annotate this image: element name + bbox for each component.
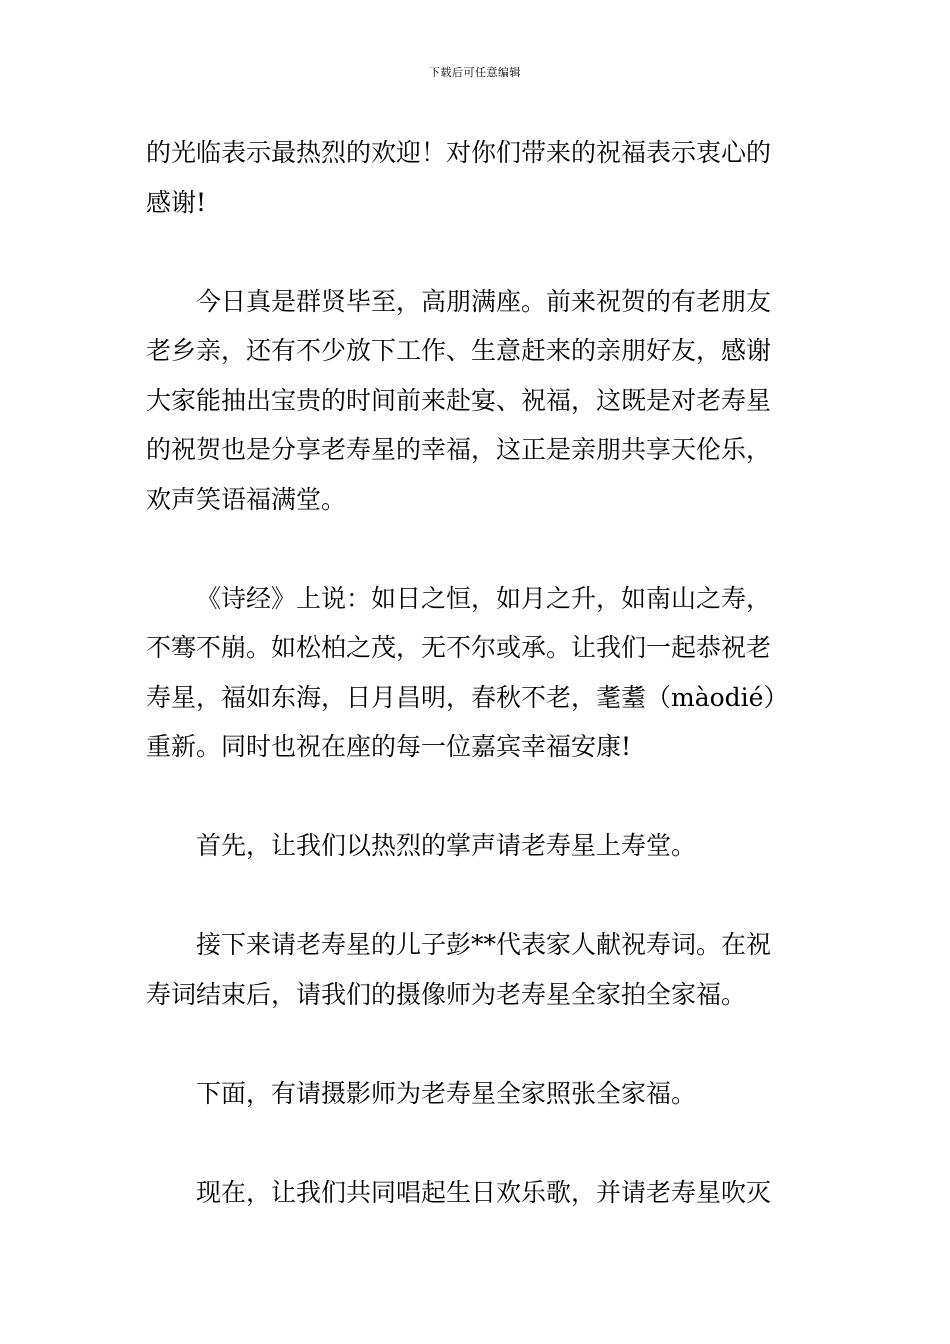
paragraph-gap xyxy=(146,524,814,574)
paragraph-line: 寿词结束后，请我们的摄像师为老寿星全家拍全家福。 xyxy=(146,979,747,1009)
paragraph-gap xyxy=(146,772,814,822)
paragraph-line: 的祝贺也是分享老寿星的幸福，这正是亲朋共享天伦乐， xyxy=(146,435,772,464)
paragraph-line: 今日真是群贤毕至，高朋满座。前来祝贺的有老朋友 xyxy=(196,286,772,316)
paragraph-line: 老乡亲，还有不少放下工作、生意赶来的亲朋好友，感谢 xyxy=(146,336,772,365)
paragraph-line: 不骞不崩。如松柏之茂，无不尔或承。让我们一起恭祝老 xyxy=(146,633,772,662)
paragraph-line: 感谢! xyxy=(146,187,207,217)
paragraph-guests xyxy=(146,277,814,525)
paragraph-photo xyxy=(146,1069,814,1119)
paragraph-gap xyxy=(146,1019,814,1069)
paragraph-line: 欢声笑语福满堂。 xyxy=(146,484,347,514)
paragraph-son-speech xyxy=(146,920,814,1019)
paragraph-line: 重新。同时也祝在座的每一位嘉宾幸福安康! xyxy=(146,732,632,761)
paragraph-line: 下面，有请摄影师为老寿星全家照张全家福。 xyxy=(196,1078,697,1108)
paragraph-shijing xyxy=(146,574,814,772)
paragraph-line: 大家能抽出宝贵的时间前来赴宴、祝福，这既是对老寿星 xyxy=(146,385,772,415)
paragraph-line: 现在，让我们共同唱起生日欢乐歌，并请老寿星吹灭 xyxy=(196,1177,772,1207)
paragraph-first xyxy=(146,821,814,871)
paragraph-gap xyxy=(146,1118,814,1168)
paragraph-line: 《诗经》上说：如日之恒，如月之升，如南山之寿， xyxy=(196,583,772,613)
paragraph-line: 的光临表示最热烈的欢迎！对你们带来的祝福表示衷心的 xyxy=(146,138,772,167)
paragraph-birthday-song xyxy=(146,1168,814,1218)
paragraph-welcome xyxy=(146,128,814,227)
paragraph-line: 接下来请老寿星的儿子彭**代表家人献祝寿词。在祝 xyxy=(196,930,772,959)
paragraph-gap xyxy=(146,871,814,921)
page-header: 下载后可任意编辑 xyxy=(429,66,521,79)
document-body xyxy=(146,128,814,1217)
paragraph-line: 首先，让我们以热烈的掌声请老寿星上寿堂。 xyxy=(196,831,697,860)
paragraph-gap xyxy=(146,227,814,277)
paragraph-line: 寿星，福如东海，日月昌明，春秋不老，耄耋（màodié） xyxy=(146,682,789,712)
